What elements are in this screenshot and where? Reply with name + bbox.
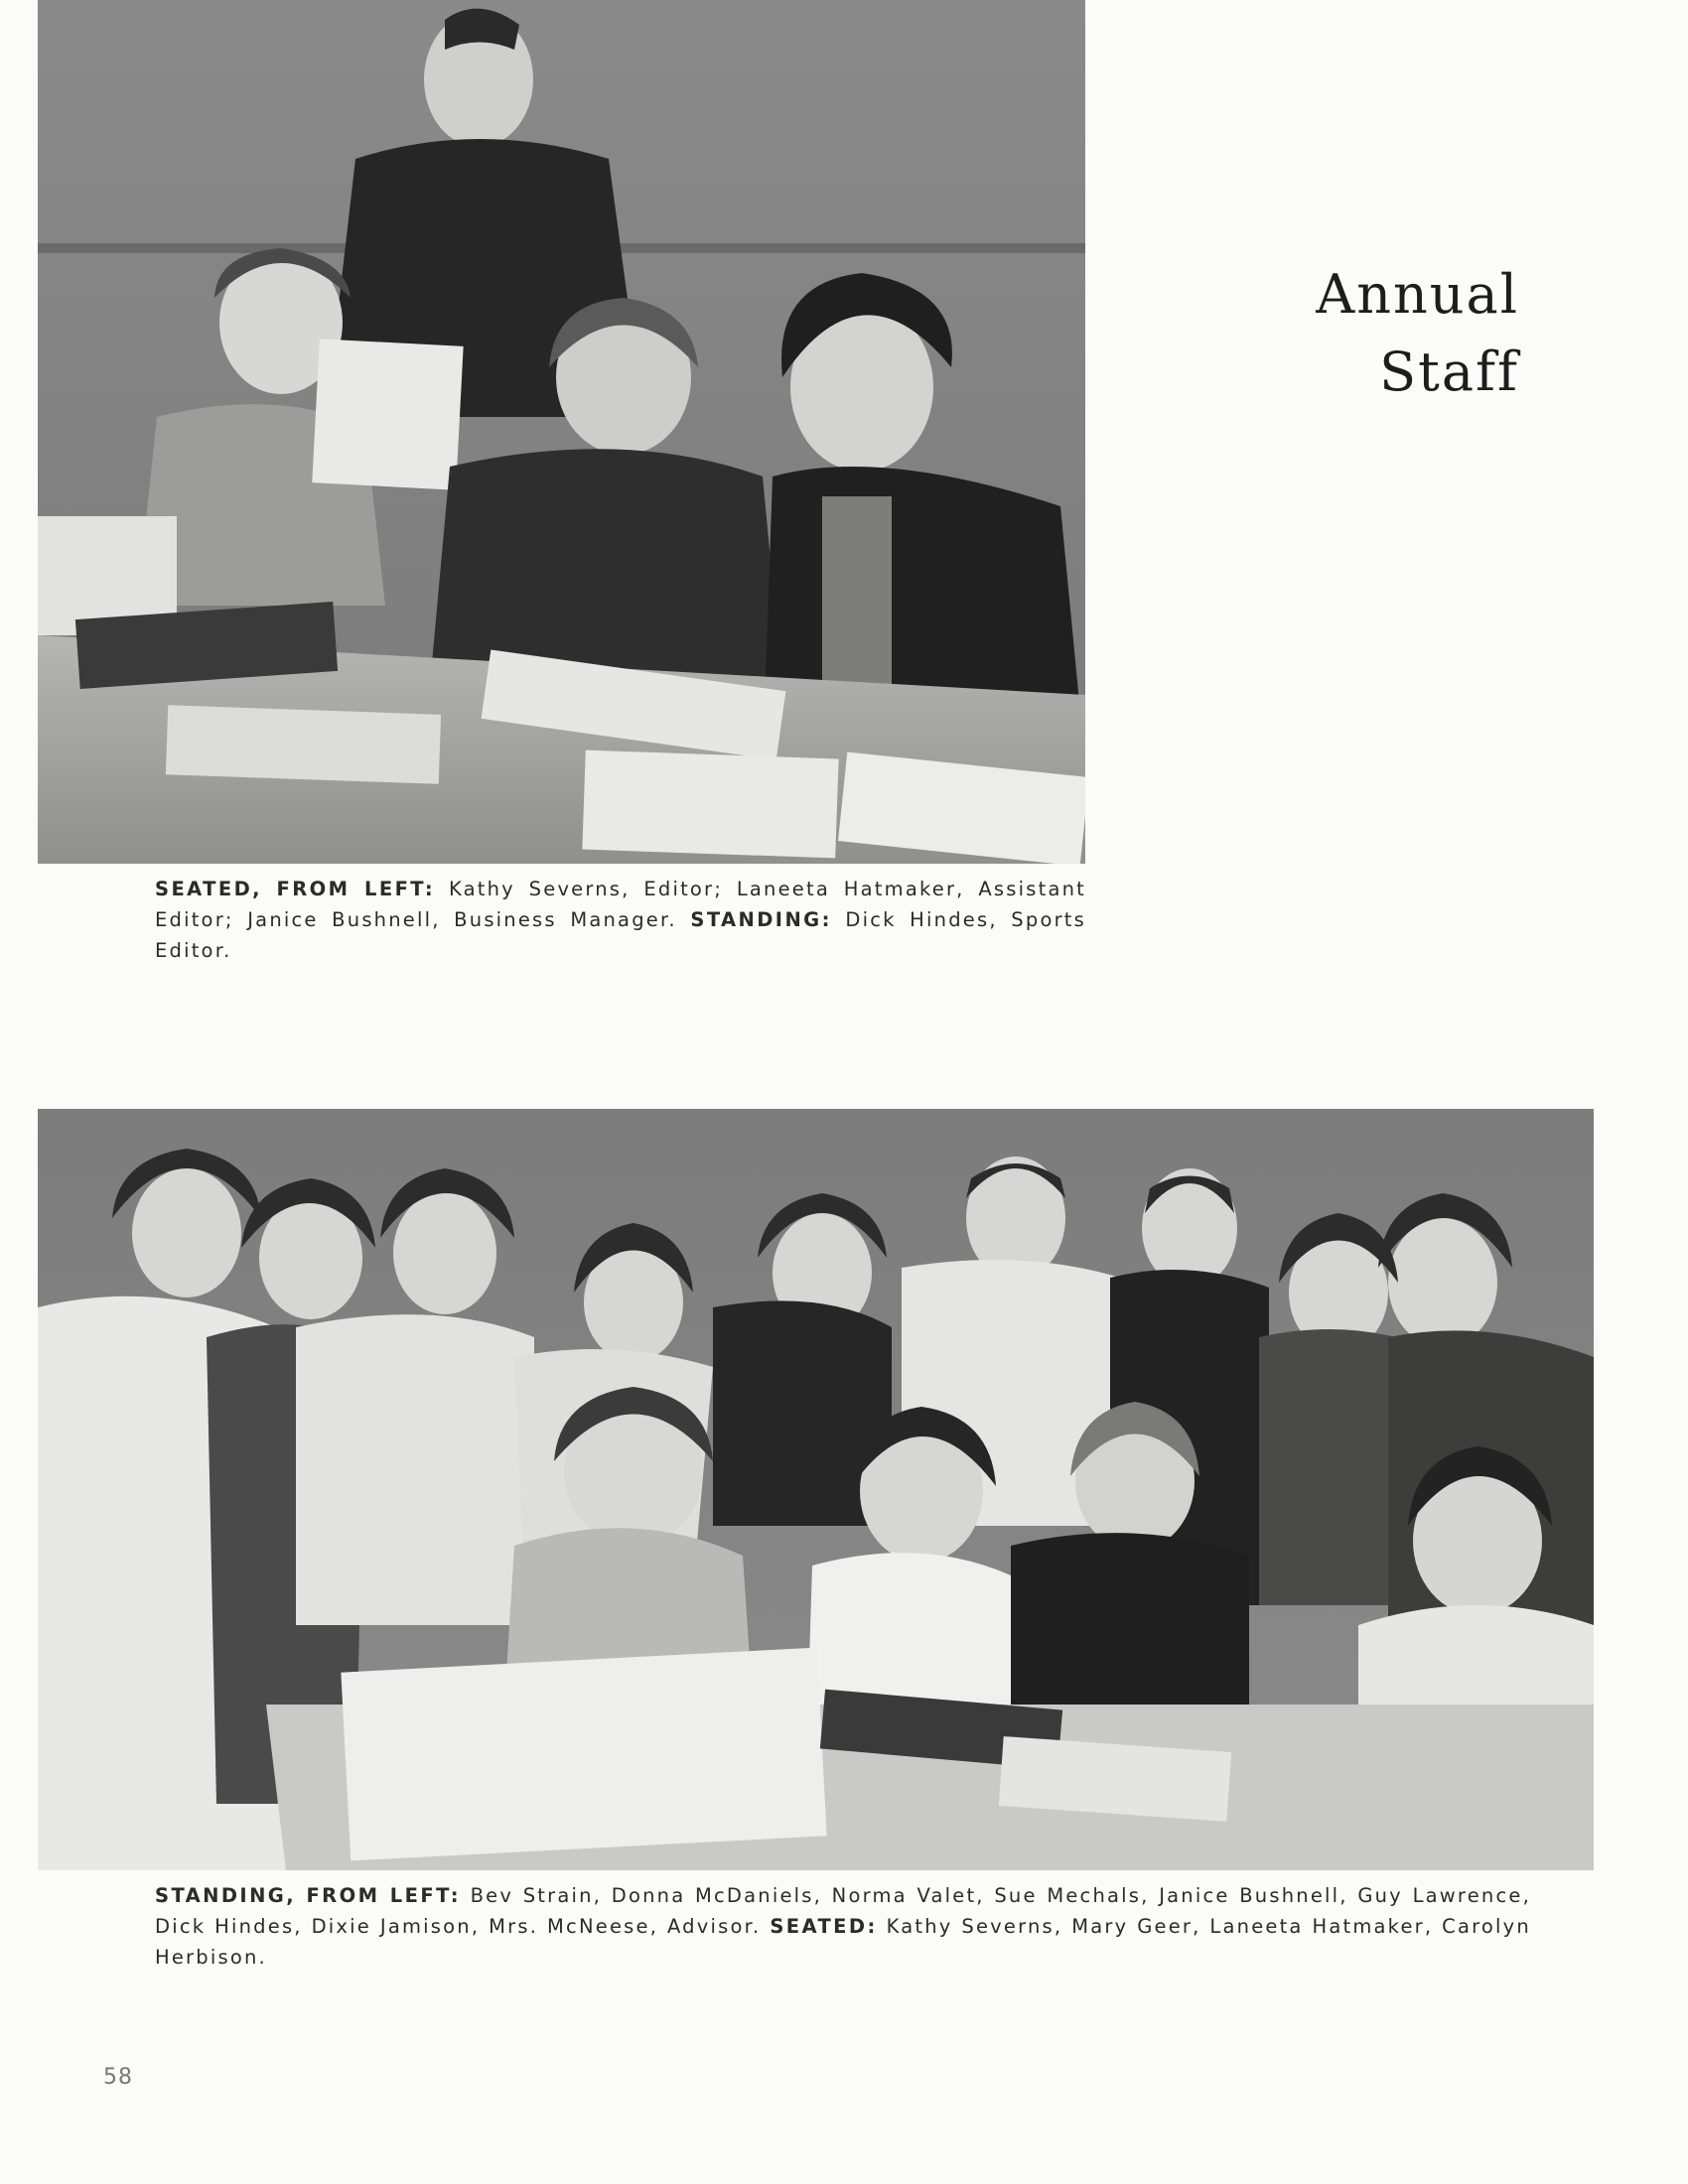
- page-title: [1316, 256, 1519, 411]
- caption-text: Bev Strain, Donna McDaniels, Norma Valet, Sue Mechals, Janice Bushnell, Guy Lawrence, Dick Hindes, Dixie Jamison, Mrs. McNeese, Advisor.: [155, 1884, 1531, 1938]
- page-number: 58: [103, 2065, 133, 2090]
- top-photo-caption: [155, 874, 1086, 966]
- page-title-line-2: Staff: [1379, 341, 1519, 403]
- caption-label: STANDING, FROM LEFT:: [155, 1884, 461, 1907]
- page-title-line-1: Annual: [1316, 263, 1519, 326]
- caption-text: Kathy Severns, Editor; Laneeta Hatmaker, Assistant Editor; Janice Bushnell, Business Manager.: [155, 878, 1087, 931]
- caption-text: Dick Hindes, Sports Editor.: [155, 908, 1086, 962]
- staff-photo-bottom: [38, 1109, 1594, 1870]
- staff-photo-top: [38, 0, 1085, 864]
- caption-label: STANDING:: [690, 908, 832, 931]
- caption-text: Kathy Severns, Mary Geer, Laneeta Hatmaker, Carolyn Herbison.: [155, 1915, 1531, 1969]
- bottom-photo-caption: [155, 1880, 1531, 1973]
- caption-label: SEATED, FROM LEFT:: [155, 878, 436, 900]
- caption-label: SEATED:: [770, 1915, 878, 1938]
